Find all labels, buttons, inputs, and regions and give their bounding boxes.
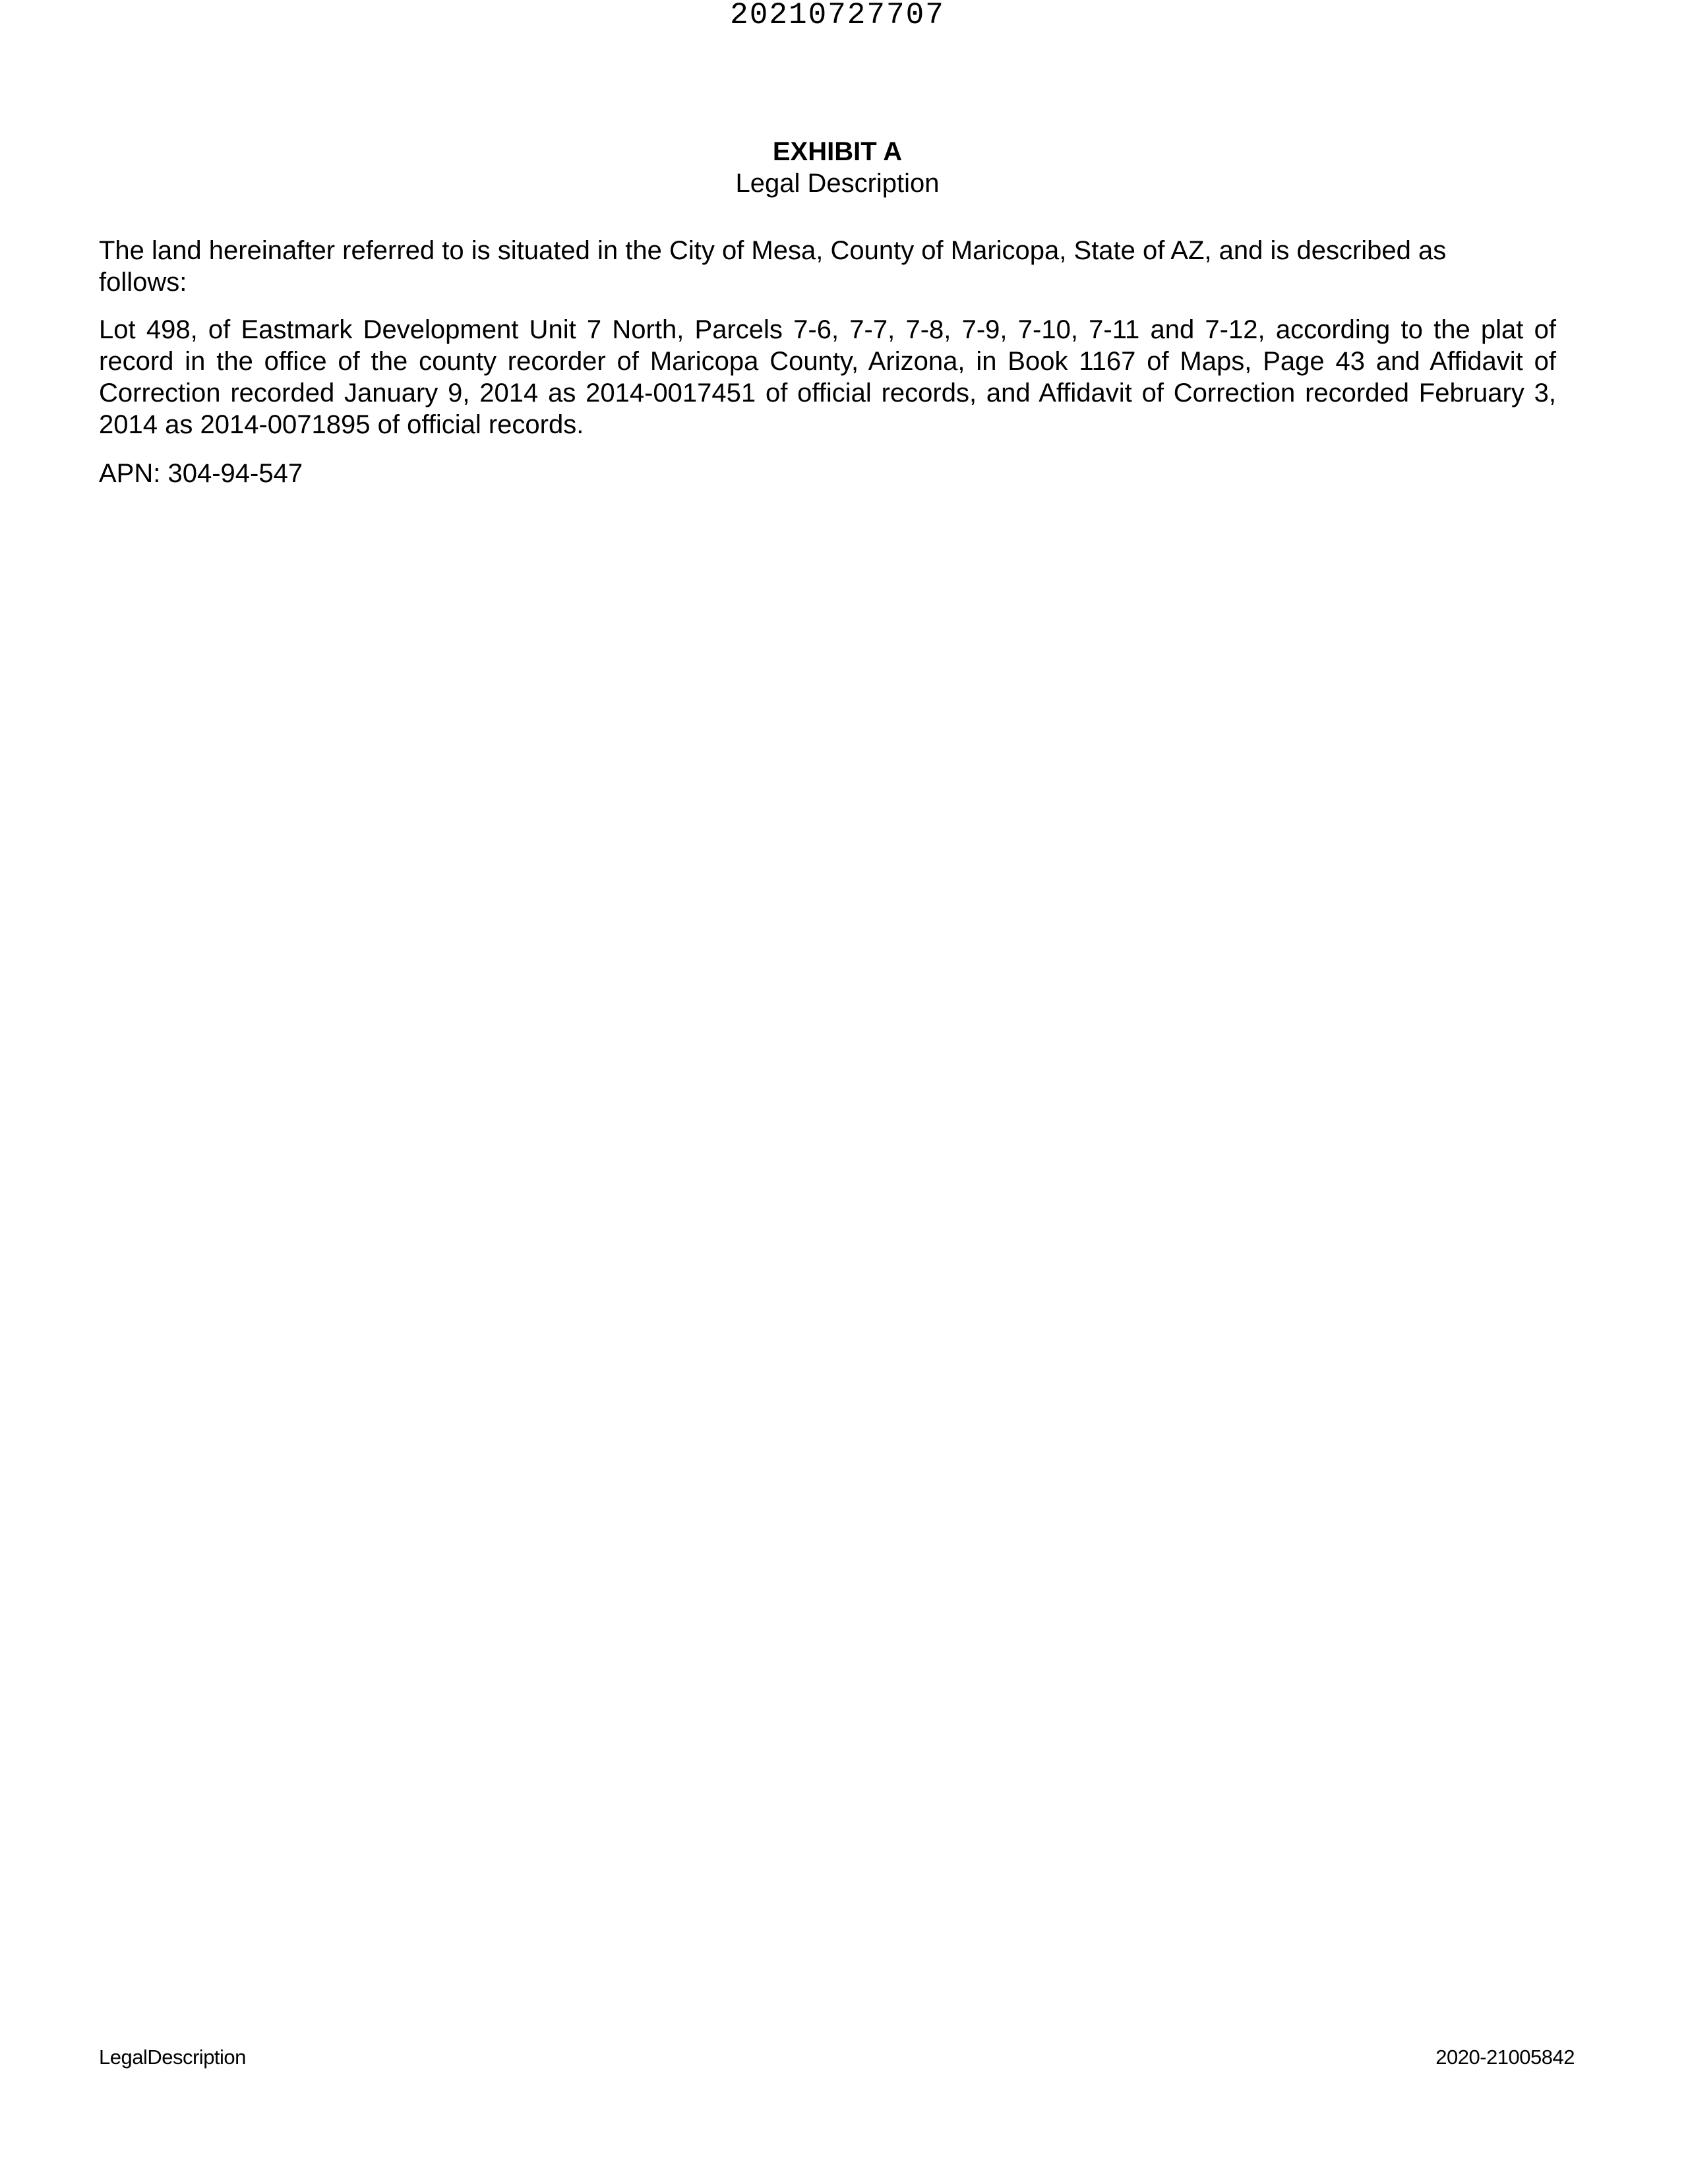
intro-paragraph: The land hereinafter referred to is situated in the City of Mesa, County of Maricopa, State of AZ, and is described as follows:	[99, 236, 1447, 297]
footer-file-number: 2020-21005842	[1435, 2046, 1575, 2069]
exhibit-title: EXHIBIT A	[772, 137, 903, 166]
apn-line: APN: 304-94-547	[99, 459, 303, 488]
exhibit-subtitle: Legal Description	[735, 169, 940, 198]
footer-document-type: LegalDescription	[99, 2046, 246, 2069]
exhibit-header	[0, 136, 1675, 199]
recording-number: 20210727707	[730, 0, 945, 32]
legal-description-paragraph: Lot 498, of Eastmark Development Unit 7 North, Parcels 7-6, 7-7, 7-8, 7-9, 7-10, 7-11 and 7-12, according to the plat of record in the office of the county recorder of Maricopa County, Arizona, in Book 1167 of Maps, Page 43 and Affidavit of Correction recorded January 9, 2014 as 2014-0017451 of official records, and Affidavit of Correction recorded February 3, 2014 as 2014-0071895 of official records.	[99, 315, 1556, 439]
